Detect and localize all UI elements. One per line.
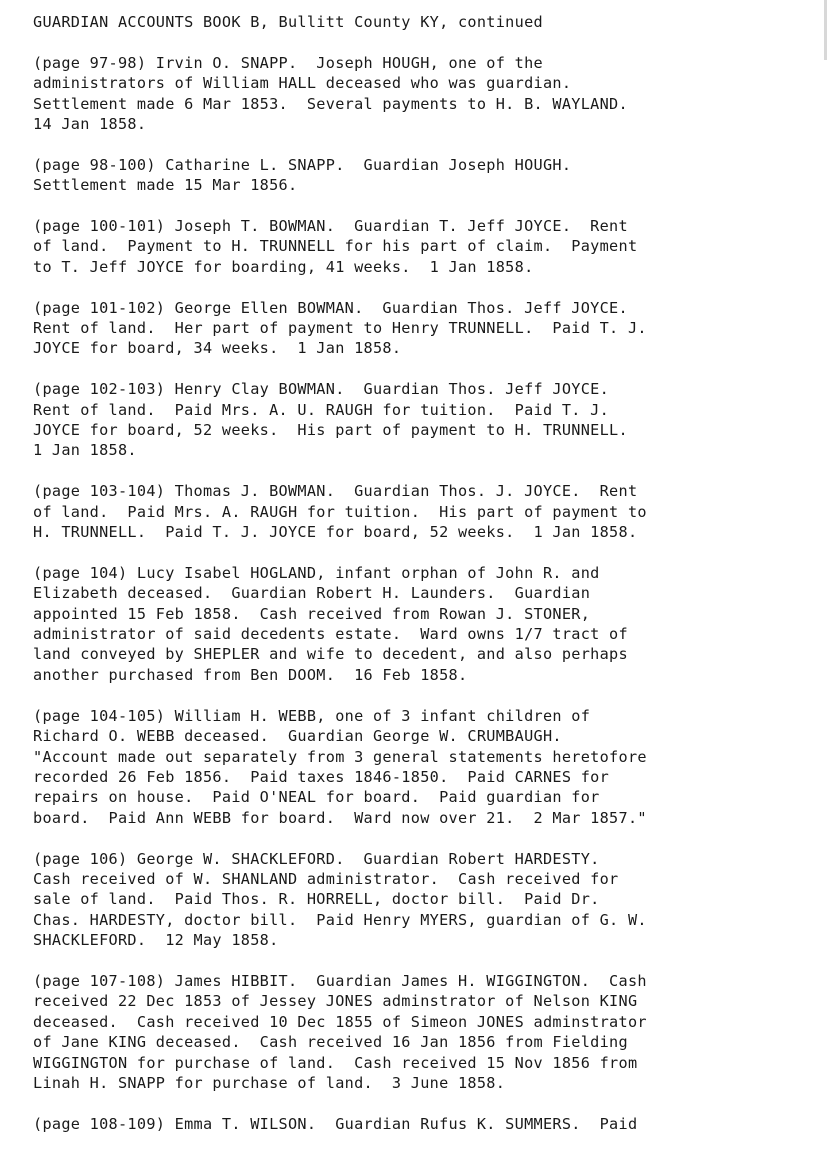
record-line: of land. Payment to H. TRUNNELL for his part of claim. Payment: [33, 237, 638, 256]
record-line: Chas. HARDESTY, doctor bill. Paid Henry MYERS, guardian of G. W.: [33, 910, 647, 929]
record-line: (page 98-100) Catharine L. SNAPP. Guardian Joseph HOUGH.: [33, 155, 572, 174]
entry-list: [33, 53, 813, 1134]
record-entry: [33, 563, 813, 685]
record-line: repairs on house. Paid O'NEAL for board. Paid guardian for: [33, 788, 600, 807]
document-header: GUARDIAN ACCOUNTS BOOK B, Bullitt County KY, continued: [33, 13, 543, 31]
record-line: recorded 26 Feb 1856. Paid taxes 1846-1850. Paid CARNES for: [33, 767, 610, 786]
record-entry: [33, 849, 813, 951]
record-line: (page 108-109) Emma T. WILSON. Guardian Rufus K. SUMMERS. Paid: [33, 1114, 638, 1133]
record-line: H. TRUNNELL. Paid T. J. JOYCE for board, 52 weeks. 1 Jan 1858.: [33, 523, 638, 542]
record-entry: [33, 53, 813, 135]
record-line: Linah H. SNAPP for purchase of land. 3 June 1858.: [33, 1073, 506, 1092]
record-line: Elizabeth deceased. Guardian Robert H. Launders. Guardian: [33, 584, 591, 603]
record-line: (page 103-104) Thomas J. BOWMAN. Guardian Thos. J. JOYCE. Rent: [33, 482, 638, 501]
record-line: (page 97-98) Irvin O. SNAPP. Joseph HOUGH, one of the: [33, 53, 543, 72]
record-line: Rent of land. Her part of payment to Henry TRUNNELL. Paid T. J.: [33, 319, 647, 338]
record-line: of Jane KING deceased. Cash received 16 Jan 1856 from Fielding: [33, 1033, 628, 1052]
record-line: Richard O. WEBB deceased. Guardian George W. CRUMBAUGH.: [33, 727, 562, 746]
record-line: 14 Jan 1858.: [33, 115, 147, 134]
record-line: (page 100-101) Joseph T. BOWMAN. Guardian T. Jeff JOYCE. Rent: [33, 217, 628, 236]
record-line: (page 102-103) Henry Clay BOWMAN. Guardian Thos. Jeff JOYCE.: [33, 380, 610, 399]
record-entry: [33, 379, 813, 461]
record-entry: [33, 298, 813, 359]
record-line: WIGGINGTON for purchase of land. Cash received 15 Nov 1856 from: [33, 1053, 638, 1072]
record-line: deceased. Cash received 10 Dec 1855 of Simeon JONES adminstrator: [33, 1012, 647, 1031]
record-line: administrator of said decedents estate. Ward owns 1/7 tract of: [33, 625, 628, 644]
record-entry: [33, 706, 813, 828]
record-entry: [33, 971, 813, 1093]
record-line: 1 Jan 1858.: [33, 441, 137, 460]
record-line: SHACKLEFORD. 12 May 1858.: [33, 931, 279, 950]
record-line: received 22 Dec 1853 of Jessey JONES adminstrator of Nelson KING: [33, 992, 638, 1011]
record-entry: [33, 216, 813, 277]
record-line: land conveyed by SHEPLER and wife to decedent, and also perhaps: [33, 645, 628, 664]
record-line: (page 107-108) James HIBBIT. Guardian James H. WIGGINGTON. Cash: [33, 971, 647, 990]
record-line: sale of land. Paid Thos. R. HORRELL, doctor bill. Paid Dr.: [33, 890, 600, 909]
record-line: Settlement made 6 Mar 1853. Several payments to H. B. WAYLAND.: [33, 94, 628, 113]
record-entry: [33, 155, 813, 196]
record-line: administrators of William HALL deceased who was guardian.: [33, 74, 572, 93]
record-entry: [33, 481, 813, 542]
record-line: of land. Paid Mrs. A. RAUGH for tuition. His part of payment to: [33, 502, 647, 521]
record-line: (page 106) George W. SHACKLEFORD. Guardian Robert HARDESTY.: [33, 849, 600, 868]
record-line: appointed 15 Feb 1858. Cash received from Rowan J. STONER,: [33, 604, 591, 623]
record-line: (page 104) Lucy Isabel HOGLAND, infant orphan of John R. and: [33, 563, 600, 582]
record-line: (page 101-102) George Ellen BOWMAN. Guardian Thos. Jeff JOYCE.: [33, 298, 628, 317]
record-line: board. Paid Ann WEBB for board. Ward now over 21. 2 Mar 1857.": [33, 808, 647, 827]
record-line: JOYCE for board, 52 weeks. His part of payment to H. TRUNNELL.: [33, 421, 628, 440]
record-line: Settlement made 15 Mar 1856.: [33, 176, 298, 195]
record-line: Cash received of W. SHANLAND administrator. Cash received for: [33, 869, 619, 888]
record-line: to T. Jeff JOYCE for boarding, 41 weeks. 1 Jan 1858.: [33, 257, 534, 276]
record-line: (page 104-105) William H. WEBB, one of 3 infant children of: [33, 706, 591, 725]
record-line: JOYCE for board, 34 weeks. 1 Jan 1858.: [33, 339, 402, 358]
document-page: [33, 12, 813, 1155]
record-line: "Account made out separately from 3 general statements heretofore: [33, 747, 647, 766]
record-entry: [33, 1114, 813, 1134]
record-line: Rent of land. Paid Mrs. A. U. RAUGH for tuition. Paid T. J.: [33, 400, 610, 419]
record-line: another purchased from Ben DOOM. 16 Feb 1858.: [33, 665, 468, 684]
